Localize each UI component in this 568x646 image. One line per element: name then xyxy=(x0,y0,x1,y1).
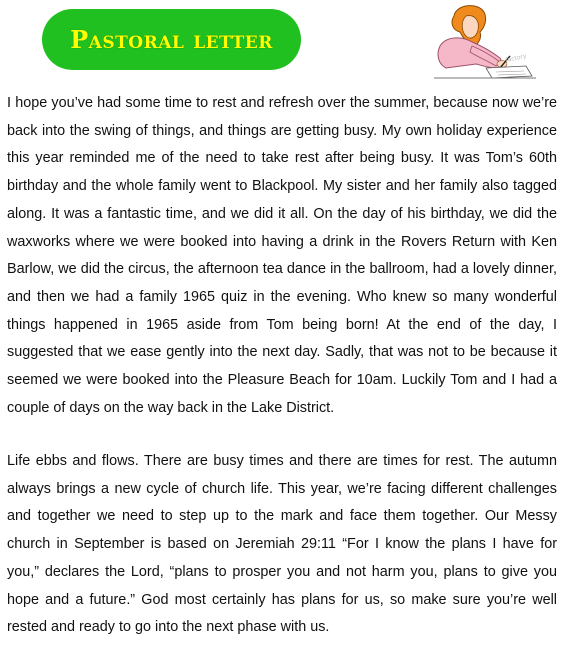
woman-writing-icon xyxy=(426,2,540,82)
woman-writing-illustration xyxy=(426,2,540,82)
banner-title: Pastoral letter xyxy=(70,25,273,54)
letter-paragraph-2: Life ebbs and flows. There are busy times and there are times for rest. The autumn always brings a new cycle of church life. This year, we’re facing different challenges and together we need to step up to the mark and face them together. Our Messy church in September is based on Jeremiah 29:11 “For I know the plans I have for you,” declares the Lord, “plans to prosper you and not harm you, plans to give you hope and a future.” God most certainly has plans for us, so make sure you’re well rested and ready to go into the next phase with us. xyxy=(7,453,557,636)
letter-paragraph-1: I hope you’ve had some time to rest and refresh over the summer, because now we’re back into the swing of things, and things are getting busy. My own holiday experience this year reminded me of the need to take rest after being busy. It was Tom’s 60th birthday and the whole family went to Blackpool. My sister and her family also tagged along. It was a fantastic time, and we did it all. On the day of his birthday, we did the waxworks where we were booked into having a drink in the Rovers Return with Ken Barlow, we did the circus, the afternoon tea dance in the ballroom, had a lovely dinner, and then we had a family 1965 quiz in the evening. Who knew so many wonderful things happened in 1965 aside from Tom being born! At the end of the day, I suggested that we ease gently into the next day. Sadly, that was not to be because it seemed we were booked into the Pleasure Beach for 10am. Luckily Tom and I had a couple of days on the way back in the Lake District. xyxy=(7,95,557,416)
pastoral-letter-banner xyxy=(42,9,301,70)
clipart-watermark: factory xyxy=(504,52,528,64)
